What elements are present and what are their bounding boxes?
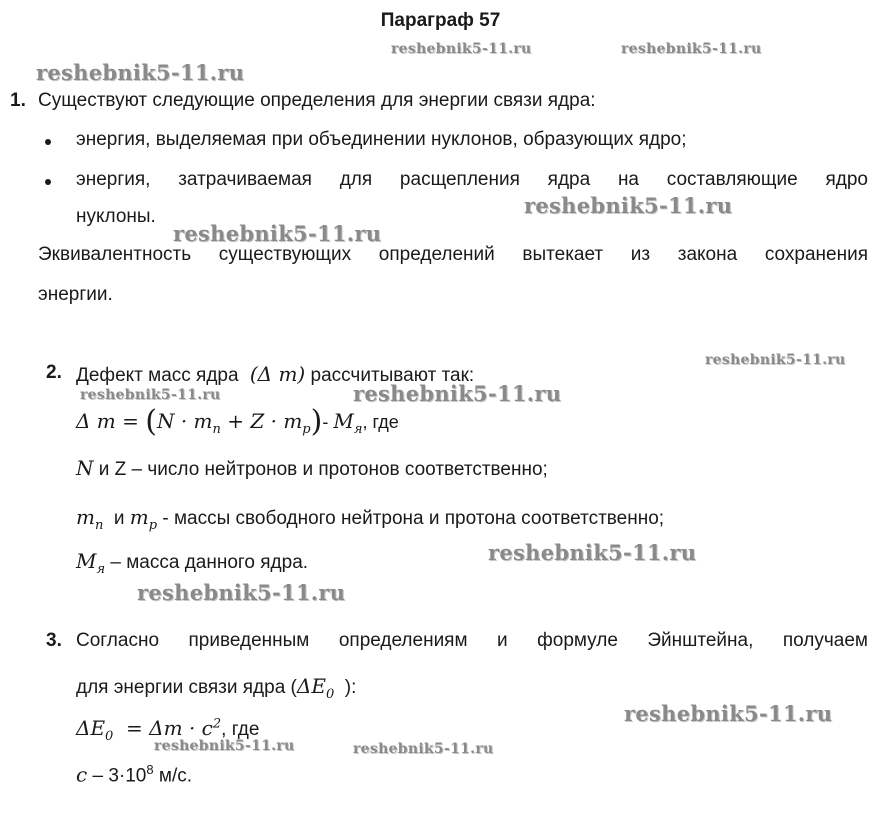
bullet-icon (45, 139, 51, 145)
question-2 (46, 362, 62, 384)
watermark: reshebnik5-11.ru (353, 741, 494, 757)
q1-bullet-2-cont: нуклоны. (76, 206, 156, 227)
binding-energy-formula: $\Delta E_0 = \Delta m \cdot c^2$, где (76, 716, 260, 744)
watermark: reshebnik5-11.ru (80, 387, 221, 403)
q1-bullet-1: энергия, выделяемая при объединении нуклонов, образующих ядро; (76, 129, 687, 150)
watermark: reshebnik5-11.ru (173, 221, 382, 246)
q1-intro: Существуют следующие определения для энергии связи ядра: (38, 90, 596, 111)
q1-conclusion: Эквивалентность существующих определений вытекает из закона сохранения (38, 244, 868, 265)
q1-bullet-2: энергия, затрачиваемая для расщепления ядра на составляющие ядро (76, 169, 868, 190)
watermark: reshebnik5-11.ru (154, 738, 295, 754)
page-title: Параграф 57 (380, 10, 501, 31)
question-number: 3. (46, 630, 62, 651)
question-number: 2. (46, 362, 62, 383)
bullet-icon (45, 179, 51, 185)
watermark: reshebnik5-11.ru (391, 41, 532, 57)
question-3 (46, 630, 62, 652)
watermark: reshebnik5-11.ru (621, 41, 762, 57)
question-1 (10, 90, 26, 112)
speed-of-light: $c - 3\cdot 10^8$ м/с. (76, 762, 192, 787)
watermark: reshebnik5-11.ru (353, 381, 562, 406)
question-number: 1. (10, 90, 26, 111)
watermark: reshebnik5-11.ru (137, 580, 346, 605)
q3-line-1: Согласно приведенным определениям и формуле Эйнштейна, получаем (76, 630, 868, 651)
watermark: reshebnik5-11.ru (524, 193, 733, 218)
watermark: reshebnik5-11.ru (36, 60, 245, 85)
q2-my-desc: $М_я$ – масса данного ядра. (76, 549, 309, 577)
q2-mn-mp-desc: $m_n$ и $m_p$ - массы свободного нейтрона и протона соответственно; (76, 505, 665, 533)
watermark: reshebnik5-11.ru (624, 701, 833, 726)
q3-line-2: для энергии связи ядра ($\Delta E_0$ ): (76, 674, 357, 702)
watermark: reshebnik5-11.ru (705, 352, 846, 368)
mass-defect-formula: Δ $m = (N \cdot m_n + Z \cdot m_p)-$ $М_я$, где (76, 404, 399, 439)
q2-nz-desc: N и Z – число нейтронов и протонов соответственно; (76, 456, 548, 480)
q1-conclusion-cont: энергии. (38, 284, 113, 305)
watermark: reshebnik5-11.ru (488, 540, 697, 565)
q2-intro: Дефект масс ядра (Δ m) рассчитывают так: (76, 362, 475, 386)
